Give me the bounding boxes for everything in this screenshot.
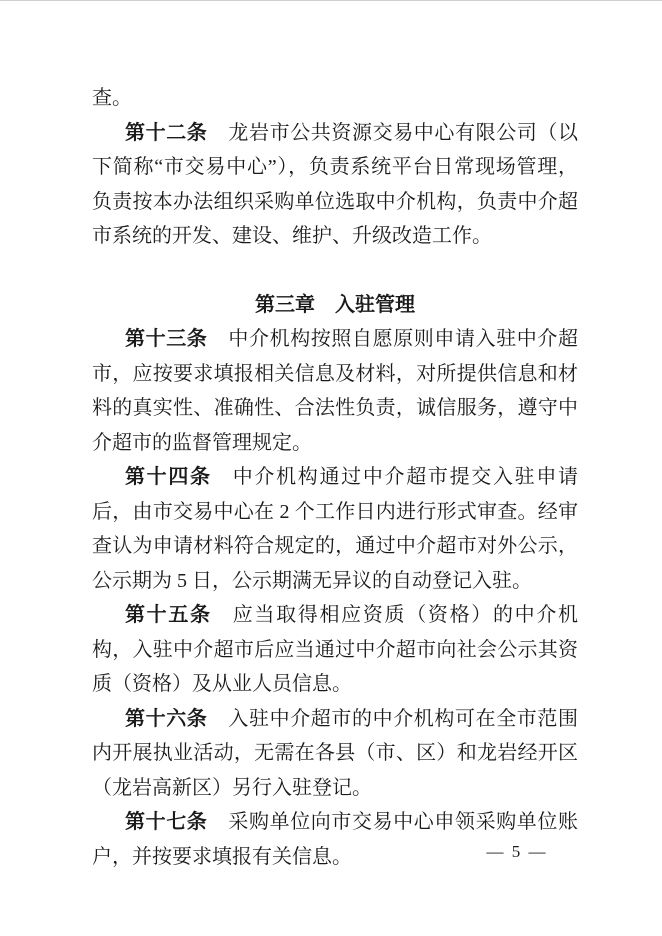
- article-paragraph: [92, 322, 578, 460]
- article-number: 第十六条: [125, 707, 208, 730]
- article-paragraph: [92, 805, 578, 874]
- article-number: 第十三条: [125, 328, 208, 350]
- article-number: 第十四条: [125, 466, 212, 488]
- page-number: — 5 —: [486, 842, 548, 861]
- article-text: 中介机构通过中介超市提交入驻申请后，由市交易中心在 2 个工作日内进行形式审查。经审查认为申请材料符合规定的，通过中介超市对外公示，公示期为 5 日，公示期满无异议的自动登记入驻。: [92, 466, 579, 592]
- article-text: 应当取得相应资质（资格）的中介机构，入驻中介超市后应当通过中介超市向社会公示其资质（资格）及从业人员信息。: [92, 604, 579, 695]
- article-paragraph: [92, 702, 578, 806]
- document-body: [92, 81, 578, 874]
- scan-edge-artifact: [0, 0, 662, 1]
- article-text: 采购单位向市交易中心申领采购单位账户，并按要求填报有关信息。: [92, 811, 579, 868]
- article-text: 入驻中介超市的中介机构可在全市范围内开展执业活动，无需在各县（市、区）和龙岩经开区（龙岩高新区）另行入驻登记。: [92, 707, 579, 799]
- article-text: 龙岩市公共资源交易中心有限公司（以下简称“市交易中心”），负责系统平台日常现场管理，负责按本办法组织采购单位选取中介机构，负责中介超市系统的开发、建设、维护、升级改造工作。: [92, 121, 579, 247]
- article-paragraph: [92, 598, 578, 702]
- article-paragraph: [92, 116, 578, 254]
- article-paragraph: [92, 460, 578, 598]
- article-text: 中介机构按照自愿原则申请入驻中介超市，应按要求填报相关信息及材料，对所提供信息和材料的真实性、准确性、合法性负责，诚信服务，遵守中介超市的监督管理规定。: [92, 328, 579, 454]
- article-number: 第十七条: [125, 811, 208, 833]
- paragraph-continuation: [92, 81, 578, 116]
- article-number: 第十二条: [125, 121, 208, 144]
- article-text: 查。: [92, 87, 132, 109]
- chapter-heading: 第三章 入驻管理: [255, 293, 415, 316]
- article-number: 第十五条: [125, 604, 212, 626]
